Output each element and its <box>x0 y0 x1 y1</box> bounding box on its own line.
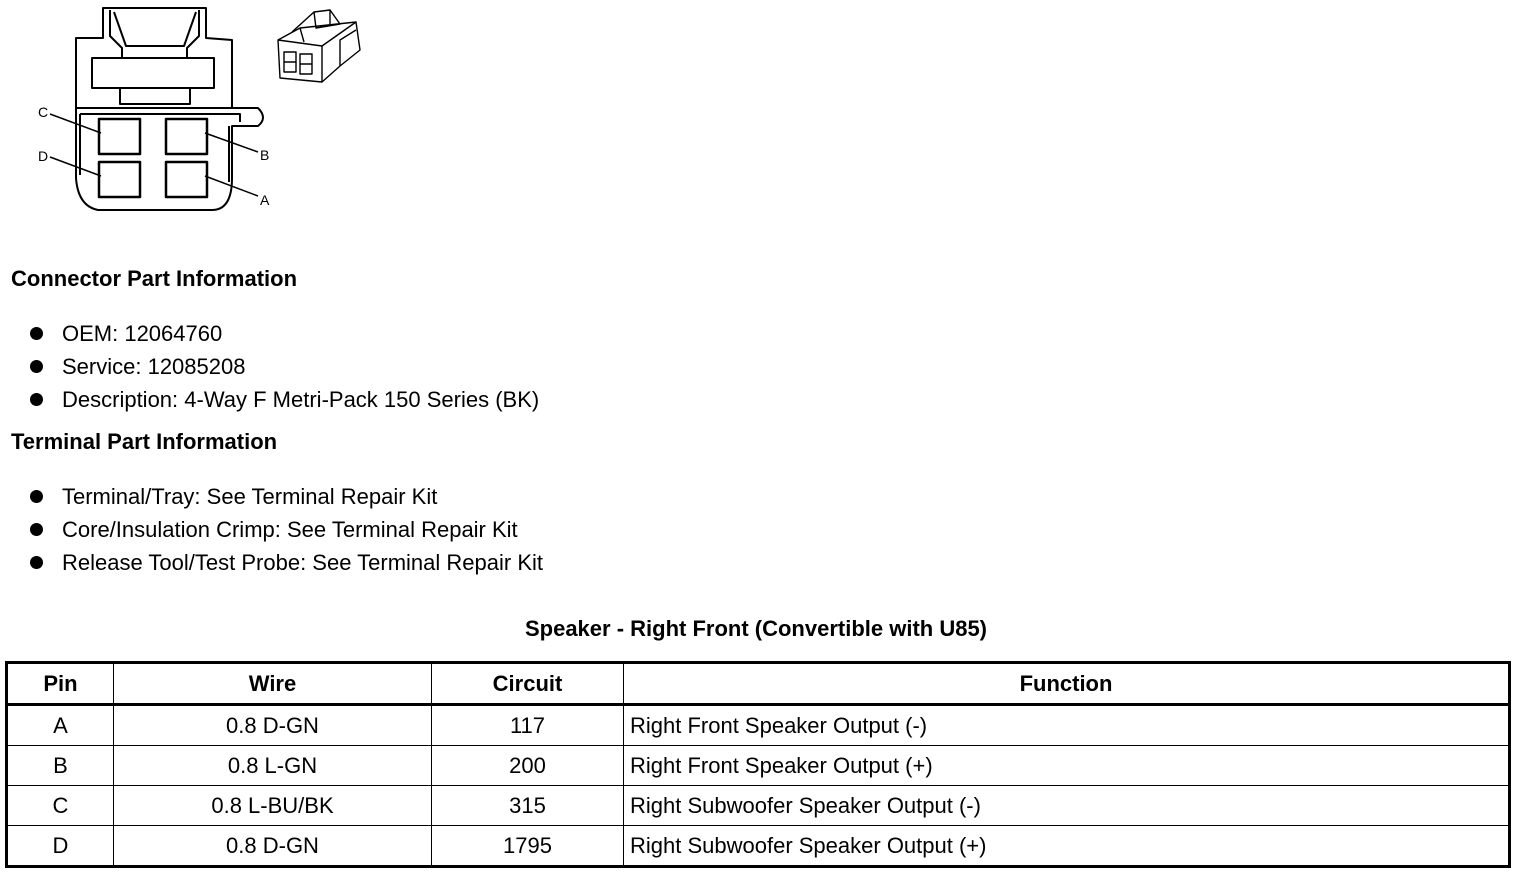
column-header-function: Function <box>624 663 1510 705</box>
cavity-c <box>99 119 140 154</box>
cavity-d <box>99 162 140 197</box>
circuit-cell: 200 <box>432 746 624 786</box>
terminal-part-info-heading: Terminal Part Information <box>11 429 278 454</box>
terminal-part-info-list <box>30 480 543 579</box>
connector-part-info-list <box>30 317 539 416</box>
function-cell: Right Front Speaker Output (+) <box>624 746 1510 786</box>
pin-label-b: B <box>260 147 270 163</box>
bullet-icon <box>30 393 43 406</box>
table-header-row <box>7 663 1510 705</box>
cavity-a <box>166 162 207 197</box>
list-item <box>30 350 539 383</box>
bullet-icon <box>30 523 43 536</box>
pin-label-d: D <box>38 148 49 164</box>
function-cell: Right Subwoofer Speaker Output (-) <box>624 786 1510 826</box>
circuit-cell: 1795 <box>432 826 624 867</box>
bullet-icon <box>30 327 43 340</box>
pin-cell: C <box>7 786 114 826</box>
bullet-icon <box>30 556 43 569</box>
connector-part-info-heading: Connector Part Information <box>11 266 298 291</box>
cavity-b <box>166 119 207 154</box>
list-item <box>30 480 543 513</box>
circuit-cell: 315 <box>432 786 624 826</box>
list-item-text: Service: 12085208 <box>62 354 246 379</box>
pin-label-c: C <box>38 104 49 120</box>
column-header-pin: Pin <box>7 663 114 705</box>
wire-cell: 0.8 D-GN <box>114 826 432 867</box>
list-item-text: Core/Insulation Crimp: See Terminal Repair Kit <box>62 517 518 542</box>
list-item-text: Terminal/Tray: See Terminal Repair Kit <box>62 484 438 509</box>
table-row <box>7 826 1510 867</box>
pin-label-a: A <box>260 192 270 208</box>
wire-cell: 0.8 D-GN <box>114 705 432 746</box>
circuit-cell: 117 <box>432 705 624 746</box>
list-item <box>30 546 543 579</box>
connector-isometric-view <box>278 10 360 82</box>
table-row <box>7 746 1510 786</box>
column-header-wire: Wire <box>114 663 432 705</box>
pin-cell: A <box>7 705 114 746</box>
pin-table <box>5 661 1511 868</box>
table-row <box>7 705 1510 746</box>
wire-cell: 0.8 L-GN <box>114 746 432 786</box>
list-item-text: Release Tool/Test Probe: See Terminal Repair Kit <box>62 550 543 575</box>
function-cell: Right Front Speaker Output (-) <box>624 705 1510 746</box>
list-item <box>30 513 543 546</box>
pin-table-title: Speaker - Right Front (Convertible with U85) <box>524 616 988 641</box>
table-row <box>7 786 1510 826</box>
connector-face-diagram <box>0 0 380 220</box>
wire-cell: 0.8 L-BU/BK <box>114 786 432 826</box>
list-item-text: OEM: 12064760 <box>62 321 223 346</box>
function-cell: Right Subwoofer Speaker Output (+) <box>624 826 1510 867</box>
pin-cell: B <box>7 746 114 786</box>
list-item-text: Description: 4-Way F Metri-Pack 150 Series (BK) <box>62 387 540 412</box>
bullet-icon <box>30 490 43 503</box>
pin-cell: D <box>7 826 114 867</box>
column-header-circuit: Circuit <box>432 663 624 705</box>
list-item <box>30 317 539 350</box>
bullet-icon <box>30 360 43 373</box>
connector-body <box>76 108 263 210</box>
list-item <box>30 383 539 416</box>
